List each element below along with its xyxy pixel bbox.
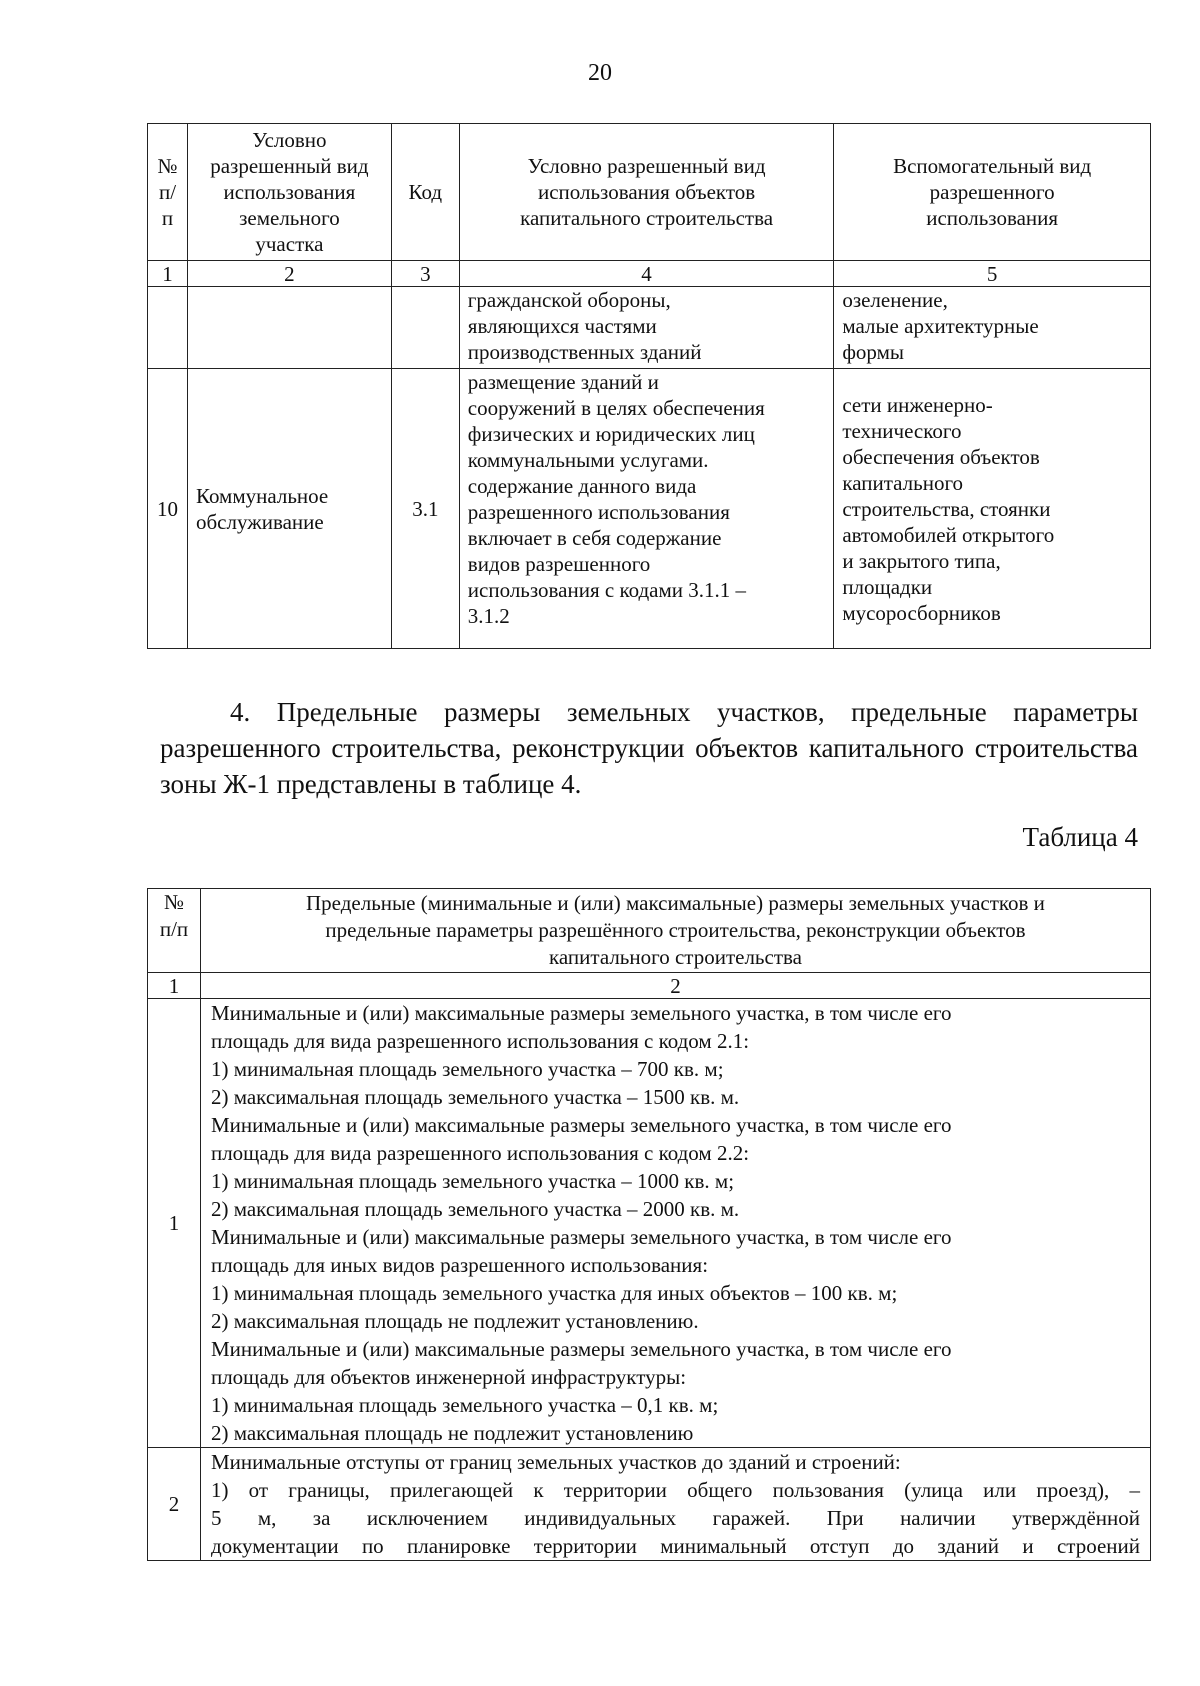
column-number: 5 xyxy=(834,261,1151,287)
table-row xyxy=(148,999,1151,1448)
auxiliary-cell: сети инженерно- технического обеспечения объектов капитального строительства, стоянки автомобилей открытого и закрытого типа, площадки мусоросборников xyxy=(834,369,1151,649)
table-header-row xyxy=(148,889,1151,973)
table-row xyxy=(148,369,1151,649)
header-number: № п/п xyxy=(148,889,201,973)
header-number: № п/п xyxy=(148,124,188,261)
permitted-uses-table xyxy=(147,123,1151,649)
limits-cell: Минимальные отступы от границ земельных участков до зданий и строений: 1) от границы, прилегающей к территории общего пользования (улица или проезд), – 5 м, за исключением индивидуальных гаражей. При наличии утверждённой документации по планировке территории минимальный отступ до зданий и строений xyxy=(200,1448,1150,1561)
paragraph-4: 4. Предельные размеры земельных участков, предельные параметры разрешенного строительства, реконструкции объектов капитального строительства зоны Ж-1 представлены в таблице 4. xyxy=(160,697,1138,799)
column-number: 2 xyxy=(200,973,1150,999)
auxiliary-cell: озеленение, малые архитектурные формы xyxy=(834,287,1151,369)
header-use-type: Условно разрешенный вид использования земельного участка xyxy=(187,124,391,261)
row-number: 10 xyxy=(148,369,188,649)
limits-table xyxy=(147,888,1151,1561)
table-row xyxy=(148,287,1151,369)
use-type-cell: Коммунальное обслуживание xyxy=(187,369,391,649)
empty-cell xyxy=(148,287,188,369)
column-number-row xyxy=(148,973,1151,999)
table-4-label: Таблица 4 xyxy=(1022,822,1138,852)
page-number: 20 xyxy=(588,60,612,86)
code-cell: 3.1 xyxy=(391,369,459,649)
column-number: 1 xyxy=(148,973,201,999)
empty-cell xyxy=(187,287,391,369)
column-number: 3 xyxy=(391,261,459,287)
header-code: Код xyxy=(391,124,459,261)
column-number: 1 xyxy=(148,261,188,287)
column-number: 2 xyxy=(187,261,391,287)
empty-cell xyxy=(391,287,459,369)
limits-cell: Минимальные и (или) максимальные размеры земельного участка, в том числе его площадь для вида разрешенного использования с кодом 2.1: 1) минимальная площадь земельного участка – 700 кв. м; 2) максимальная площадь земельного участка – 1500 кв. м. Минимальные и (или) максимальные размеры земельного участка, в том числе его площадь для вида разрешенного использования с кодом 2.2: 1) минимальная площадь земельного участка – 1000 кв. м; 2) максимальная площадь земельного участка – 2000 кв. м. Минимальные и (или) максимальные размеры земельного участка, в том числе его площадь для иных видов разрешенного использования: 1) минимальная площадь земельного участка для иных объектов – 100 кв. м; 2) максимальная площадь не подлежит установлению. Минимальные и (или) максимальные размеры земельного участка, в том числе его площадь для объектов инженерной инфраструктуры: 1) минимальная площадь земельного участка – 0,1 кв. м; 2) максимальная площадь не подлежит установлению xyxy=(200,999,1150,1448)
description-cell: гражданской обороны, являющихся частями производственных зданий xyxy=(459,287,834,369)
table-header-row xyxy=(148,124,1151,261)
row-number: 2 xyxy=(148,1448,201,1561)
description-cell: размещение зданий и сооружений в целях обеспечения физических и юридических лиц коммунальными услугами. содержание данного вида разрешенного использования включает в себя содержание видов разрешенного использования с кодами 3.1.1 – 3.1.2 xyxy=(459,369,834,649)
header-description: Условно разрешенный вид использования объектов капитального строительства xyxy=(459,124,834,261)
column-number: 4 xyxy=(459,261,834,287)
header-limits: Предельные (минимальные и (или) максимальные) размеры земельных участков и предельные параметры разрешённого строительства, реконструкции объектов капитального строительства xyxy=(200,889,1150,973)
table-row xyxy=(148,1448,1151,1561)
header-auxiliary: Вспомогательный вид разрешенного использования xyxy=(834,124,1151,261)
row-number: 1 xyxy=(148,999,201,1448)
column-number-row xyxy=(148,261,1151,287)
